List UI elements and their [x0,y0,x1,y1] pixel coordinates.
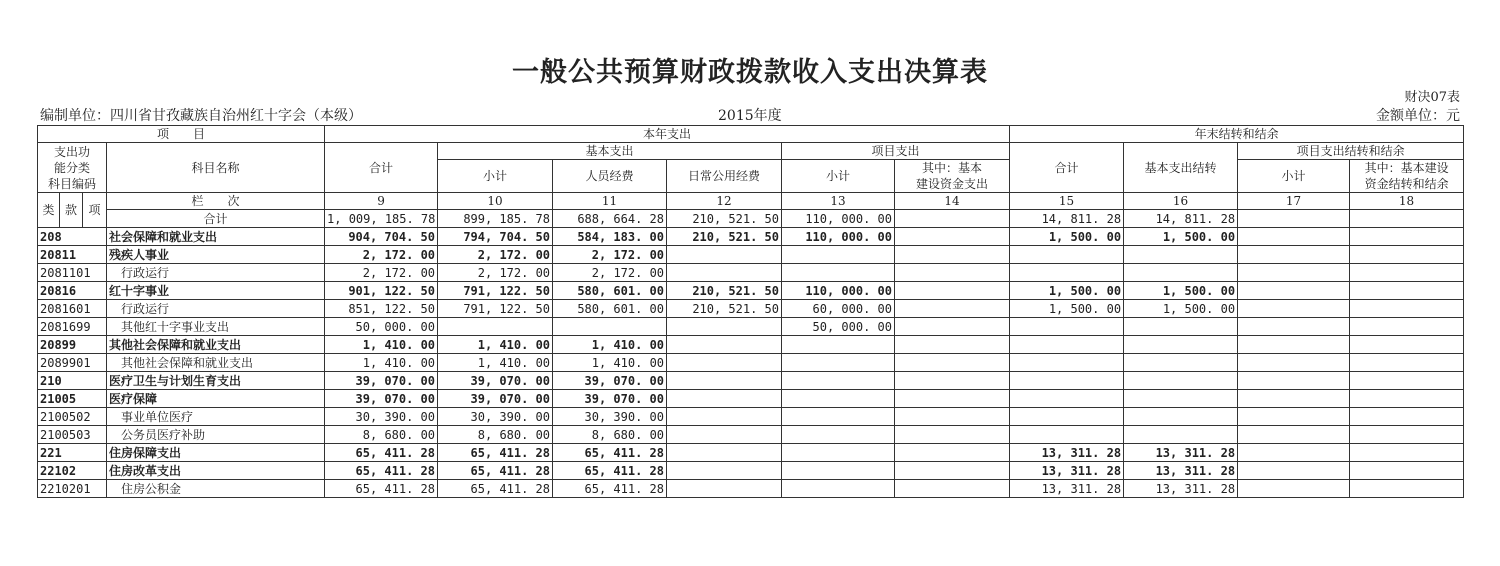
amount-cell [438,318,553,336]
header-xiang: 项 [83,193,107,228]
amount-cell [667,318,782,336]
amount-cell: 65, 411. 28 [553,462,667,480]
amount-cell [667,372,782,390]
subject-code: 20816 [38,282,107,300]
amount-cell [1010,408,1124,426]
amount-cell: 580, 601. 00 [553,282,667,300]
amount-cell [1010,318,1124,336]
amount-cell: 65, 411. 28 [325,480,438,498]
total-value: 1, 009, 185. 78 [325,210,438,228]
amount-cell: 30, 390. 00 [438,408,553,426]
amount-cell: 13, 311. 28 [1124,444,1238,462]
col-num: 11 [553,193,667,210]
amount-cell: 1, 410. 00 [438,354,553,372]
amount-cell [782,480,895,498]
total-value [1350,210,1464,228]
amount-cell [667,444,782,462]
total-value: 14, 811. 28 [1124,210,1238,228]
col-num: 9 [325,193,438,210]
amount-cell [667,264,782,282]
total-row [38,210,1464,228]
amount-cell [895,246,1010,264]
amount-cell [1238,300,1350,318]
amount-cell [1238,282,1350,300]
amount-cell: 2, 172. 00 [325,264,438,282]
subject-name: 住房公积金 [107,480,325,498]
amount-cell [1124,336,1238,354]
header-row-1 [38,126,1464,143]
amount-cell [1350,480,1464,498]
amount-cell [1238,390,1350,408]
header-current-year-expense: 本年支出 [325,126,1010,143]
amount-cell: 794, 704. 50 [438,228,553,246]
amount-cell [895,336,1010,354]
fiscal-year: 2015年度 [718,108,782,124]
amount-cell [1350,372,1464,390]
amount-cell: 8, 680. 00 [325,426,438,444]
amount-cell: 65, 411. 28 [325,462,438,480]
amount-cell: 110, 000. 00 [782,282,895,300]
amount-cell [667,462,782,480]
subject-name: 住房保障支出 [107,444,325,462]
header-year-end-balance: 年末结转和结余 [1010,126,1464,143]
amount-cell [1238,462,1350,480]
table-row [38,318,1464,336]
amount-cell: 13, 311. 28 [1010,480,1124,498]
amount-cell [782,336,895,354]
subject-code: 2100503 [38,426,107,444]
subject-name: 行政运行 [107,300,325,318]
col-num: 12 [667,193,782,210]
header-subject-name: 科目名称 [107,143,325,193]
amount-cell [667,390,782,408]
amount-cell [782,372,895,390]
header-public-daily: 日常公用经费 [667,160,782,193]
subject-code: 221 [38,444,107,462]
col-num: 18 [1350,193,1464,210]
header-kuan: 款 [60,193,83,228]
amount-cell: 851, 122. 50 [325,300,438,318]
amount-cell [1350,444,1464,462]
amount-cell [667,336,782,354]
amount-cell [895,354,1010,372]
col-num: 16 [1124,193,1238,210]
table-row [38,408,1464,426]
table-row [38,462,1464,480]
amount-cell: 65, 411. 28 [325,444,438,462]
amount-cell [1350,300,1464,318]
amount-cell: 65, 411. 28 [438,480,553,498]
amount-cell [782,390,895,408]
header-project-expense: 项目支出 [782,143,1010,160]
total-label: 合计 [107,210,325,228]
amount-cell [1238,426,1350,444]
total-value: 688, 664. 28 [553,210,667,228]
header-basic-expense: 基本支出 [438,143,782,160]
amount-cell [1238,480,1350,498]
table-row [38,372,1464,390]
subject-code: 2081101 [38,264,107,282]
amount-cell [782,354,895,372]
amount-cell: 110, 000. 00 [782,228,895,246]
header-func-code-line3: 科目编码 [47,176,96,191]
amount-cell: 1, 500. 00 [1010,228,1124,246]
column-index-row [38,193,1464,210]
header-ye-subtotal: 小计 [1238,160,1350,193]
amount-cell: 39, 070. 00 [553,390,667,408]
amount-cell [1238,318,1350,336]
total-value: 899, 185. 78 [438,210,553,228]
header-capital-expense-line1: 其中：基本 [922,161,983,175]
col-num: 15 [1010,193,1124,210]
budget-table [37,125,1464,498]
table-row [38,390,1464,408]
amount-cell [553,318,667,336]
amount-cell: 60, 000. 00 [782,300,895,318]
col-num: 10 [438,193,553,210]
amount-cell [895,408,1010,426]
amount-cell: 30, 390. 00 [325,408,438,426]
amount-cell [895,444,1010,462]
header-item: 项 目 [38,126,325,143]
amount-cell: 901, 122. 50 [325,282,438,300]
amount-cell [1124,426,1238,444]
amount-cell [1350,264,1464,282]
amount-cell: 2, 172. 00 [553,264,667,282]
header-basic-carryover: 基本支出结转 [1124,143,1238,193]
amount-cell: 1, 500. 00 [1010,300,1124,318]
subject-name: 行政运行 [107,264,325,282]
table-row [38,426,1464,444]
amount-cell: 65, 411. 28 [553,480,667,498]
amount-cell: 65, 411. 28 [438,462,553,480]
amount-cell [895,390,1010,408]
amount-cell: 2, 172. 00 [438,246,553,264]
amount-cell [1350,390,1464,408]
amount-cell: 39, 070. 00 [438,390,553,408]
amount-cell [782,444,895,462]
amount-cell [895,426,1010,444]
amount-cell [1010,246,1124,264]
header-year-end-total: 合计 [1010,143,1124,193]
amount-cell: 39, 070. 00 [438,372,553,390]
subject-name: 其他社会保障和就业支出 [107,336,325,354]
subject-name: 残疾人事业 [107,246,325,264]
amount-cell [667,480,782,498]
amount-cell: 65, 411. 28 [553,444,667,462]
amount-cell [1350,426,1464,444]
subject-code: 22102 [38,462,107,480]
subject-code: 2100502 [38,408,107,426]
table-row [38,246,1464,264]
header-personnel: 人员经费 [553,160,667,193]
amount-cell [782,426,895,444]
amount-cell: 1, 410. 00 [438,336,553,354]
subject-code: 208 [38,228,107,246]
header-capital-carryover-line1: 其中：基本建设 [1364,161,1449,175]
subject-code: 210 [38,372,107,390]
amount-cell [1350,282,1464,300]
amount-cell [782,246,895,264]
amount-cell [895,318,1010,336]
amount-cell [1350,408,1464,426]
amount-cell: 30, 390. 00 [553,408,667,426]
total-value: 110, 000. 00 [782,210,895,228]
table-row [38,480,1464,498]
amount-cell [1238,336,1350,354]
table-row [38,264,1464,282]
table-row [38,228,1464,246]
amount-cell [895,462,1010,480]
header-project-carryover: 项目支出结转和结余 [1238,143,1464,160]
amount-cell [1238,246,1350,264]
amount-cell [895,372,1010,390]
subject-name: 其他社会保障和就业支出 [107,354,325,372]
amount-cell [1010,372,1124,390]
form-number: 财决07表 [1404,90,1460,105]
amount-cell: 1, 410. 00 [553,336,667,354]
total-value: 210, 521. 50 [667,210,782,228]
amount-cell: 1, 500. 00 [1010,282,1124,300]
amount-cell: 2, 172. 00 [325,246,438,264]
col-num: 14 [895,193,1010,210]
amount-cell: 50, 000. 00 [782,318,895,336]
table-row [38,300,1464,318]
amount-cell: 2, 172. 00 [553,246,667,264]
subject-code: 2081601 [38,300,107,318]
amount-cell [1350,318,1464,336]
subject-name: 红十字事业 [107,282,325,300]
amount-cell: 65, 411. 28 [438,444,553,462]
table-row [38,282,1464,300]
amount-cell [895,282,1010,300]
amount-cell: 1, 410. 00 [325,336,438,354]
amount-cell: 8, 680. 00 [438,426,553,444]
subject-name: 医疗保障 [107,390,325,408]
col-num: 17 [1238,193,1350,210]
table-row [38,444,1464,462]
amount-cell [1238,372,1350,390]
header-func-code-line1: 支出功 [53,144,90,159]
amount-cell [1350,246,1464,264]
amount-cell: 1, 410. 00 [553,354,667,372]
amount-cell [895,228,1010,246]
amount-cell: 791, 122. 50 [438,282,553,300]
amount-cell [1124,390,1238,408]
header-func-code [38,143,107,193]
amount-cell [667,246,782,264]
amount-cell: 13, 311. 28 [1010,462,1124,480]
header-row-2 [38,143,1464,160]
col-num: 13 [782,193,895,210]
amount-cell [1124,246,1238,264]
header-capital-expense-line2: 建设资金支出 [916,177,989,191]
amount-cell [782,264,895,282]
amount-cell [1238,354,1350,372]
total-value: 14, 811. 28 [1010,210,1124,228]
amount-cell [1124,372,1238,390]
header-capital-carryover-line2: 资金结转和结余 [1364,177,1449,191]
amount-cell [895,480,1010,498]
amount-cell [1124,318,1238,336]
subject-name: 住房改革支出 [107,462,325,480]
amount-cell [667,354,782,372]
amount-cell [1238,264,1350,282]
subject-name: 事业单位医疗 [107,408,325,426]
amount-cell: 13, 311. 28 [1124,462,1238,480]
amount-cell [1124,408,1238,426]
table-row [38,354,1464,372]
header-basic-subtotal: 小计 [438,160,553,193]
page-title: 一般公共预算财政拨款收入支出决算表 [512,57,988,88]
amount-cell: 210, 521. 50 [667,282,782,300]
amount-cell [1124,264,1238,282]
amount-cell: 1, 410. 00 [325,354,438,372]
amount-cell: 1, 500. 00 [1124,300,1238,318]
amount-cell: 1, 500. 00 [1124,282,1238,300]
reporting-unit: 编制单位：四川省甘孜藏族自治州红十字会（本级） [40,108,362,124]
amount-unit: 金额单位：元 [1376,108,1460,124]
header-total: 合计 [325,143,438,193]
total-value [895,210,1010,228]
amount-cell: 39, 070. 00 [325,390,438,408]
amount-cell: 50, 000. 00 [325,318,438,336]
amount-cell [782,408,895,426]
subject-code: 2081699 [38,318,107,336]
amount-cell [1010,354,1124,372]
amount-cell: 1, 500. 00 [1124,228,1238,246]
amount-cell [1010,336,1124,354]
amount-cell [1124,354,1238,372]
amount-cell: 13, 311. 28 [1010,444,1124,462]
subject-code: 2210201 [38,480,107,498]
amount-cell: 904, 704. 50 [325,228,438,246]
amount-cell: 39, 070. 00 [553,372,667,390]
subject-name: 其他红十字事业支出 [107,318,325,336]
header-capital-expense [895,160,1010,193]
amount-cell: 8, 680. 00 [553,426,667,444]
amount-cell [1010,264,1124,282]
subject-name: 公务员医疗补助 [107,426,325,444]
amount-cell [1238,228,1350,246]
amount-cell [1350,336,1464,354]
header-func-code-line2: 能分类 [53,160,90,175]
amount-cell: 791, 122. 50 [438,300,553,318]
amount-cell: 2, 172. 00 [438,264,553,282]
amount-cell: 210, 521. 50 [667,228,782,246]
subject-name: 医疗卫生与计划生育支出 [107,372,325,390]
header-capital-carryover [1350,160,1464,193]
amount-cell [1350,462,1464,480]
amount-cell [895,264,1010,282]
amount-cell [782,462,895,480]
subject-code: 2089901 [38,354,107,372]
subject-code: 21005 [38,390,107,408]
total-value [1238,210,1350,228]
amount-cell: 39, 070. 00 [325,372,438,390]
amount-cell: 580, 601. 00 [553,300,667,318]
header-column-index: 栏 次 [107,193,325,210]
amount-cell: 13, 311. 28 [1124,480,1238,498]
subject-name: 社会保障和就业支出 [107,228,325,246]
subject-code: 20811 [38,246,107,264]
header-project-subtotal: 小计 [782,160,895,193]
amount-cell [1238,408,1350,426]
amount-cell [667,426,782,444]
amount-cell [1350,354,1464,372]
amount-cell: 210, 521. 50 [667,300,782,318]
table-row [38,336,1464,354]
subject-code: 20899 [38,336,107,354]
amount-cell [1010,390,1124,408]
amount-cell [1238,444,1350,462]
amount-cell [895,300,1010,318]
amount-cell [1010,426,1124,444]
header-lei: 类 [38,193,60,228]
amount-cell [1350,228,1464,246]
amount-cell: 584, 183. 00 [553,228,667,246]
amount-cell [667,408,782,426]
